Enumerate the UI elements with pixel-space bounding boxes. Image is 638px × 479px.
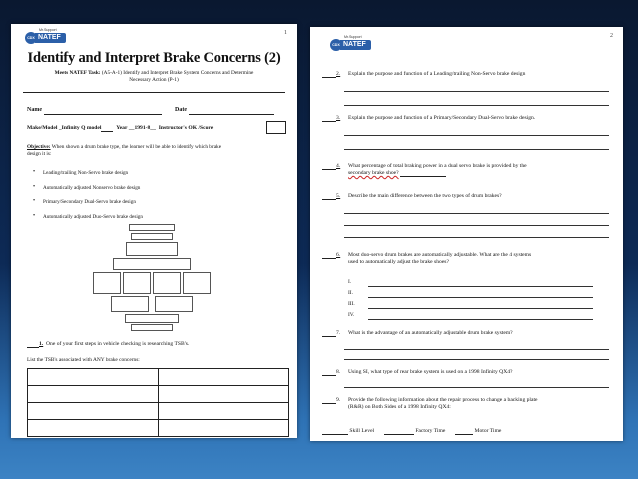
- page-number: 1: [284, 30, 287, 36]
- flow-box: [183, 272, 211, 294]
- question-2: 2. Explain the purpose and function of a Leading/trailing Non-Servo brake design: [322, 71, 609, 78]
- table-row: [28, 369, 289, 386]
- flow-box: [93, 272, 121, 294]
- date-field[interactable]: Date: [175, 107, 274, 115]
- flow-box: [153, 272, 181, 294]
- flow-box: [131, 324, 173, 331]
- flow-box: [129, 224, 175, 231]
- cdx-logo-icon: CDX: [25, 32, 37, 44]
- tsb-table: [27, 368, 289, 437]
- answer-line[interactable]: [368, 319, 593, 320]
- flow-box: [123, 272, 151, 294]
- answer-line[interactable]: [344, 359, 609, 360]
- diagnostic-flowchart: [93, 224, 211, 334]
- objective-list: [33, 170, 283, 228]
- flow-box: [125, 314, 179, 323]
- list-item: • Primary/Secondary Dual-Servo brake design: [33, 199, 283, 206]
- flow-box: [126, 242, 178, 256]
- answer-line[interactable]: [344, 149, 609, 150]
- answer-line[interactable]: [344, 105, 609, 106]
- list-item: • Automatically adjusted Duo-Servo brake design: [33, 214, 283, 221]
- answer-line[interactable]: [344, 91, 609, 92]
- roman-numeral: II.: [348, 290, 353, 296]
- score-box[interactable]: [266, 121, 286, 134]
- table-row: [28, 403, 289, 420]
- answer-line[interactable]: [344, 135, 609, 136]
- flow-box: [155, 296, 193, 312]
- natef-logo: Mr.Support CDX NATEF: [25, 32, 66, 44]
- answer-line[interactable]: [344, 213, 609, 214]
- question-9: 9. Provide the following information about the repair process to change a backing plate (R&R) on Both Sides of a 1998 Infinity QX4:: [322, 397, 609, 411]
- page-number: 2: [610, 33, 613, 39]
- flow-box: [131, 233, 173, 240]
- flow-box: [113, 258, 191, 270]
- answer-line[interactable]: [344, 349, 609, 350]
- list-item: • Automatically adjusted Nonservo brake design: [33, 185, 283, 192]
- answer-line[interactable]: [344, 225, 609, 226]
- flow-box: [111, 296, 149, 312]
- roman-numeral: III.: [348, 301, 355, 307]
- list-item: • Leading/trailing Non-Servo brake design: [33, 170, 283, 177]
- question-7: 7. What is the advantage of an automatically adjustable drum brake system?: [322, 330, 609, 337]
- question-3: 3. Explain the purpose and function of a Primary/Secondary Dual-Servo brake design.: [322, 115, 609, 122]
- answer-line[interactable]: [368, 308, 593, 309]
- tsb-label: List the TSB's associated with ANY brake concerns:: [27, 357, 140, 363]
- question-4: 4. What percentage of total braking power in a dual servo brake is provided by the secondary brake shoe?: [322, 163, 609, 177]
- table-row: [28, 420, 289, 437]
- answer-line[interactable]: [344, 387, 609, 388]
- divider: [23, 92, 285, 93]
- natef-task: Meets NATEF Task: (A5-A-1) Identify and Interpret Brake System Concerns and Determine Necessary Action (P-1): [54, 70, 254, 83]
- worksheet-title: Identify and Interpret Brake Concerns (2): [27, 50, 281, 66]
- name-field[interactable]: Name: [27, 107, 162, 115]
- answer-line[interactable]: [368, 297, 593, 298]
- roman-numeral: I.: [348, 279, 352, 285]
- answer-line[interactable]: [368, 286, 593, 287]
- objective: Objective: When shown a drum brake type, the learner will be able to identify which brake design it is:: [27, 144, 222, 157]
- repair-info-row: Skill Level Factory Time Motor Time: [322, 428, 501, 435]
- roman-numeral: IV.: [348, 312, 355, 318]
- question-1: 1. One of your first steps in vehicle checking is researching TSB's.: [27, 341, 189, 348]
- cdx-logo-icon: CDX: [330, 39, 342, 51]
- question-8: 8. Using SI, what type of rear brake system is used on a 1998 Infinity QX4?: [322, 369, 609, 376]
- question-5: 5. Describe the main difference between the two types of drum brakes?: [322, 193, 609, 200]
- worksheet-page-1: [11, 24, 297, 438]
- answer-line[interactable]: [344, 237, 609, 238]
- worksheet-page-2: [310, 27, 623, 441]
- question-6: 6. Most duo-servo drum brakes are automatically adjustable. What are the 4 systems used to automatically adjust the brake shoes?: [322, 252, 609, 266]
- natef-logo: Mr.Support CDX NATEF: [330, 39, 371, 51]
- table-row: [28, 386, 289, 403]
- vehicle-row: Make/Model _Infinity Q model Year __1991-8__ Instructor's OK /Score: [27, 125, 214, 131]
